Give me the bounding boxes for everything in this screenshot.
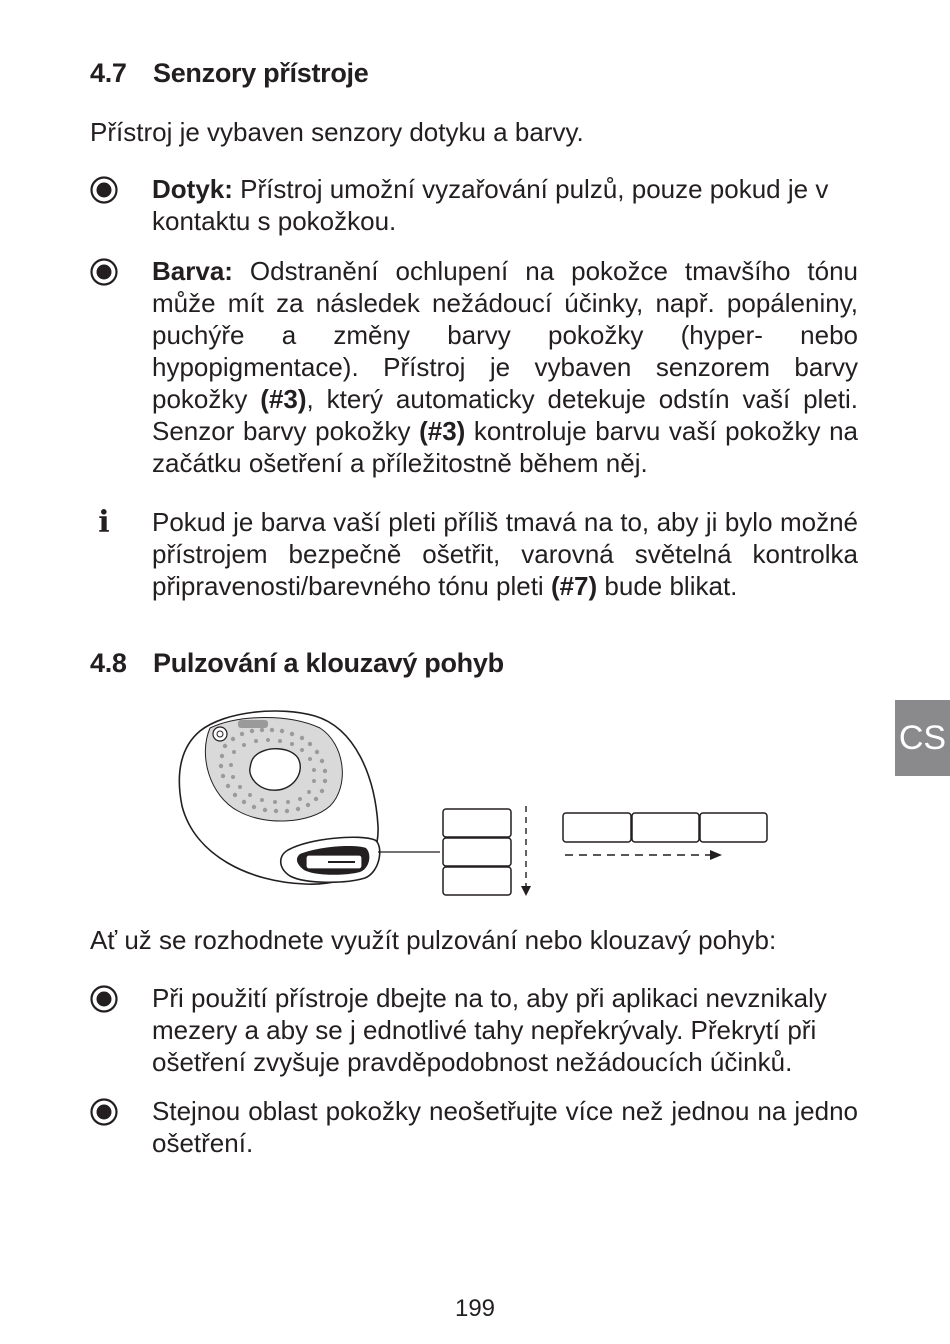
section-4-7-intro: Přístroj je vybaven senzory dotyku a barvy. <box>90 117 584 147</box>
section-4-7-heading <box>90 58 368 89</box>
bullet-icon <box>90 258 118 286</box>
bullet-icon <box>90 1098 118 1126</box>
info-text: bude blikat. <box>597 571 738 601</box>
pulse-mode-pattern <box>443 806 531 896</box>
device-illustration <box>170 706 780 902</box>
section-4-8-heading <box>90 648 504 679</box>
bullet-item-gaps: Při použití přístroje dbejte na to, aby při aplikaci nevznikaly mezery a aby se j ednotlivé tahy nepřekrývaly. Překrytí při ošetření zvyšuje pravděpodobnost nežádoucích účinků. <box>152 983 827 1077</box>
bullet-text: kontroluje barvu vaší pokožky na začátku ošetření a příležitostně během něj. <box>152 416 859 478</box>
info-note <box>152 506 858 602</box>
part-reference: (#3) <box>419 416 466 446</box>
info-icon: i <box>98 505 110 540</box>
section-title: Pulzování a klouzavý pohyb <box>153 648 504 678</box>
part-reference: (#3) <box>260 384 307 414</box>
bullet-label: Barva: <box>152 256 233 286</box>
bullet-icon <box>90 985 118 1013</box>
epilator-device-illustration <box>179 711 440 884</box>
bullet-text: Přístroj umožní vyzařování pulzů, pouze pokud je v kontaktu s pokožkou. <box>152 174 829 236</box>
slide-mode-pattern <box>563 813 767 860</box>
section-4-8-intro: Ať už se rozhodnete využít pulzování nebo klouzavý pohyb: <box>90 925 777 955</box>
bullet-item-once: Stejnou oblast pokožky neošetřujte více než jednou na jedno ošetření. <box>152 1096 858 1158</box>
bullet-text: , který automaticky detekuje odstín vaší pleti. Senzor barvy pokožky <box>152 384 859 446</box>
language-tab: CS <box>895 700 950 776</box>
bullet-icon <box>90 176 118 204</box>
section-number: 4.7 <box>90 58 127 88</box>
bullet-label: Dotyk: <box>152 174 233 204</box>
bullet-item-touch <box>152 173 858 237</box>
info-text: Pokud je barva vaší pleti příliš tmavá na to, aby ji bylo možné přístrojem bezpečně ošetřit, varovná světelná kontrolka připravenosti/barevného tónu pleti <box>152 507 858 601</box>
bullet-text: Odstranění ochlupení na pokožce tmavšího tónu může mít za následek nežádoucí účinky, např. popáleniny, puchýře a změny barvy pokožky (hyper- nebo hypopigmentace). Přístroj je vybaven senzorem barvy pokožky <box>152 256 858 414</box>
page-number: 199 <box>454 1295 496 1322</box>
bullet-item-color <box>152 255 858 479</box>
section-title: Senzory přístroje <box>153 58 369 88</box>
section-number: 4.8 <box>90 648 127 678</box>
part-reference: (#7) <box>550 571 598 601</box>
